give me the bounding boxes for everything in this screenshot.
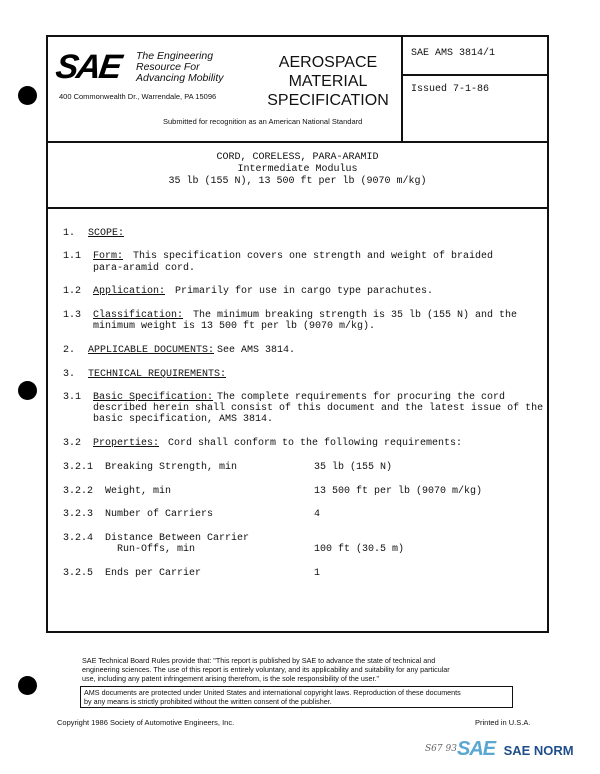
sae-tagline (136, 51, 224, 84)
section-1-1-text-cont: para-aramid cord. (93, 263, 196, 274)
section-1-3-number: 1.3 (63, 310, 82, 321)
section-1-1-text: This specification covers one strength and weight of braided (133, 251, 494, 262)
tagline-line-2: Resource For (136, 61, 200, 73)
section-1-number: 1. (63, 228, 76, 239)
document-title-block (48, 141, 547, 209)
section-3-1-text: The complete requirements for procuring the cord (217, 392, 506, 403)
section-3-1-number: 3.1 (63, 392, 82, 403)
copyright-notice-box (80, 686, 513, 708)
id-divider (401, 74, 547, 76)
handwritten-mark: S67 93 (425, 744, 457, 754)
submitted-note: Submitted for recognition as an American National Standard (163, 117, 363, 126)
sae-logo (53, 47, 276, 87)
rules-line-3: use, including any patent infringement arising therefrom, is the sole responsibility of the user." (82, 674, 379, 684)
section-3-2-number: 3.2 (63, 438, 82, 449)
section-1-3-text: The minimum breaking strength is 35 lb (155 N) and the (193, 310, 518, 321)
property-value: 13 500 ft per lb (9070 m/kg) (314, 486, 483, 497)
sae-norm-stamp (457, 738, 574, 761)
property-value: 4 (314, 509, 321, 520)
section-1-2-number: 1.2 (63, 286, 82, 297)
rules-line-2: engineering sciences. The use of this report is entirely voluntary, and its applicability and suitability for any particular (82, 665, 450, 675)
section-1-1-label: Form: (93, 251, 124, 262)
section-3-1-text-cont: described herein shall consist of this document and the latest issue of the (93, 403, 544, 414)
tagline-line-1: The Engineering (136, 50, 214, 62)
punch-hole-bottom (18, 676, 37, 695)
copy-line-1: AMS documents are protected under United States and international copyright laws. Reproduction of these documents (84, 688, 461, 697)
section-1-3-text-cont: minimum weight is 13 500 ft per lb (9070 m/kg). (93, 321, 376, 332)
technical-board-rules (82, 656, 450, 684)
section-1-3-label: Classification: (93, 310, 184, 321)
issue-date: Issued 7-1-86 (411, 84, 490, 95)
spec-type-title (263, 53, 393, 110)
property-name: Weight, min (105, 486, 172, 497)
section-3-1-label: Basic Specification: (93, 392, 214, 403)
section-3-2-label: Properties: (93, 438, 160, 449)
property-name: Distance Between Carrier (105, 533, 250, 544)
property-name: Ends per Carrier (105, 568, 202, 579)
property-number: 3.2.4 (63, 533, 94, 544)
header-divider (401, 37, 403, 141)
title-line-cord: CORD, CORELESS, PARA-ARAMID (216, 152, 379, 163)
section-1-1-number: 1.1 (63, 251, 82, 262)
document-id: SAE AMS 3814/1 (411, 48, 496, 59)
sae-logo-mark: SAE (53, 48, 123, 86)
header (48, 37, 547, 143)
title-line-rating: 35 lb (155 N), 13 500 ft per lb (9070 m/kg) (168, 176, 427, 187)
title-line-2: MATERIAL (288, 73, 368, 90)
rules-line-1: SAE Technical Board Rules provide that: "This report is published by SAE to advance the state of technical and (82, 656, 436, 665)
stamp-logo: SAE (457, 738, 496, 760)
property-name: Number of Carriers (105, 509, 214, 520)
property-value: 35 lb (155 N) (314, 462, 393, 473)
printed-in: Printed in U.S.A. (475, 718, 531, 727)
punch-hole-middle (18, 381, 37, 400)
section-3-title: TECHNICAL REQUIREMENTS: (88, 369, 227, 380)
section-2-text: See AMS 3814. (217, 345, 296, 356)
property-name: Breaking Strength, min (105, 462, 238, 473)
section-2-number: 2. (63, 345, 76, 356)
stamp-label: SAE NORM (503, 743, 574, 758)
title-line-1: AEROSPACE (278, 54, 378, 71)
copyright-line: Copyright 1986 Society of Automotive Engineers, Inc. (57, 718, 235, 727)
property-number: 3.2.3 (63, 509, 94, 520)
property-value: 1 (314, 568, 321, 579)
section-3-2-text: Cord shall conform to the following requirements: (168, 438, 463, 449)
section-2-title: APPLICABLE DOCUMENTS: (88, 345, 215, 356)
section-3-number: 3. (63, 369, 76, 380)
section-3-1-text-end: basic specification, AMS 3814. (93, 414, 274, 425)
punch-hole-top (18, 86, 37, 105)
section-1-2-text: Primarily for use in cargo type parachutes. (175, 286, 434, 297)
title-line-3: SPECIFICATION (267, 92, 389, 109)
section-1-title: SCOPE: (88, 228, 125, 239)
property-name-cont: Run-Offs, min (117, 544, 196, 555)
copy-line-2: by any means is strictly prohibited without the written consent of the publisher. (84, 697, 332, 707)
section-1-2-label: Application: (93, 286, 166, 297)
title-line-modulus: Intermediate Modulus (237, 164, 358, 175)
property-number: 3.2.1 (63, 462, 94, 473)
tagline-line-3: Advancing Mobility (136, 72, 224, 84)
property-value: 100 ft (30.5 m) (314, 544, 405, 555)
property-number: 3.2.5 (63, 568, 94, 579)
address: 400 Commonwealth Dr., Warrendale, PA 15096 (59, 92, 217, 101)
property-number: 3.2.2 (63, 486, 94, 497)
